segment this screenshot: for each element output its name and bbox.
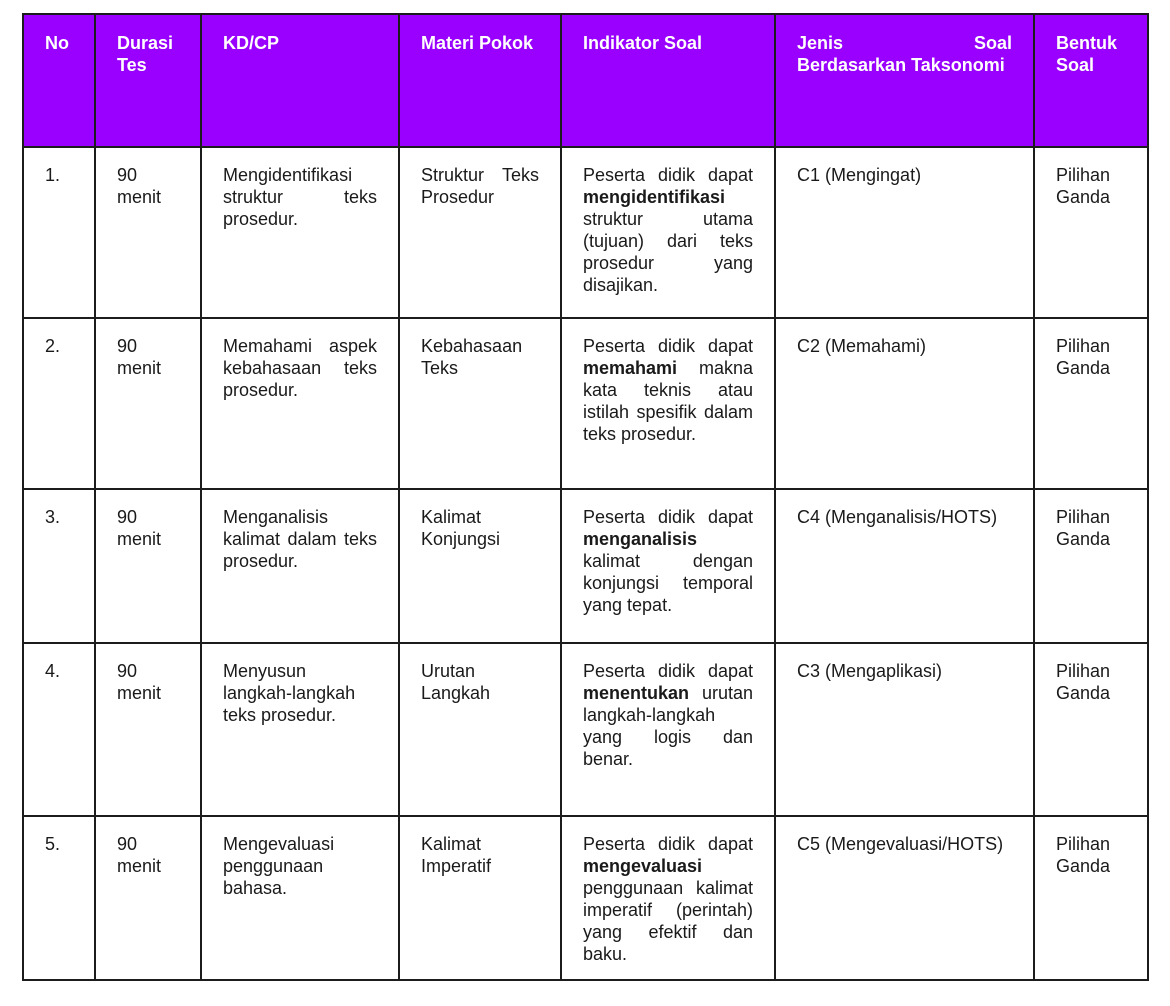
- header-materi: Materi Pokok: [399, 14, 561, 147]
- cell-kd: Memahami aspek kebahasaan teks prosedur.: [201, 318, 399, 489]
- cell-durasi: 90 menit: [95, 147, 201, 318]
- header-kd: KD/CP: [201, 14, 399, 147]
- table-body: [23, 147, 1148, 980]
- header-no: No: [23, 14, 95, 147]
- indikator-verb: mengidentifikasi: [583, 187, 726, 207]
- cell-materi: Kebahasaan Teks: [399, 318, 561, 489]
- cell-durasi: 90 menit: [95, 816, 201, 980]
- cell-no: 2.: [23, 318, 95, 489]
- header-indikator: Indikator Soal: [561, 14, 775, 147]
- cell-indikator: [561, 816, 775, 980]
- cell-durasi: 90 menit: [95, 489, 201, 643]
- kisi-kisi-table: [22, 13, 1149, 981]
- header-jenis-line1: [797, 32, 1012, 54]
- header-durasi: Durasi Tes: [95, 14, 201, 147]
- cell-jenis: C4 (Menganalisis/HOTS): [775, 489, 1034, 643]
- table-row: [23, 643, 1148, 816]
- indikator-pre: Peserta didik dapat: [583, 507, 753, 527]
- header-bentuk: Bentuk Soal: [1034, 14, 1148, 147]
- cell-kd: Menganalisis kalimat dalam teks prosedur.: [201, 489, 399, 643]
- cell-indikator: [561, 489, 775, 643]
- cell-kd: Mengidentifikasi struktur teks prosedur.: [201, 147, 399, 318]
- cell-no: 4.: [23, 643, 95, 816]
- cell-jenis: C5 (Mengevaluasi/HOTS): [775, 816, 1034, 980]
- cell-bentuk: Pilihan Ganda: [1034, 489, 1148, 643]
- cell-bentuk: Pilihan Ganda: [1034, 318, 1148, 489]
- cell-jenis: C2 (Memahami): [775, 318, 1034, 489]
- cell-kd: Mengevaluasi penggunaan bahasa.: [201, 816, 399, 980]
- cell-no: 3.: [23, 489, 95, 643]
- header-jenis-word2: Soal: [973, 33, 1012, 53]
- cell-jenis: C1 (Mengingat): [775, 147, 1034, 318]
- header-jenis-rest: Berdasarkan Taksonomi: [797, 55, 1005, 75]
- table-row: [23, 147, 1148, 318]
- indikator-pre: Peserta didik dapat: [583, 834, 753, 854]
- cell-materi: Kalimat Konjungsi: [399, 489, 561, 643]
- indikator-pre: Peserta didik dapat: [583, 336, 753, 356]
- cell-no: 1.: [23, 147, 95, 318]
- indikator-verb: menganalisis: [583, 529, 698, 549]
- table-row: [23, 318, 1148, 489]
- cell-indikator: [561, 147, 775, 318]
- cell-jenis: C3 (Mengaplikasi): [775, 643, 1034, 816]
- indikator-verb: mengevaluasi: [583, 856, 703, 876]
- indikator-pre: Peserta didik dapat: [583, 165, 753, 185]
- cell-bentuk: Pilihan Ganda: [1034, 816, 1148, 980]
- header-row: [23, 14, 1148, 147]
- indikator-pre: Peserta didik dapat: [583, 661, 753, 681]
- table-row: [23, 816, 1148, 980]
- indikator-verb: menentukan: [583, 683, 690, 703]
- cell-indikator: [561, 318, 775, 489]
- cell-durasi: 90 menit: [95, 643, 201, 816]
- cell-kd: Menyusun langkah-langkah teks prosedur.: [201, 643, 399, 816]
- indikator-post: urutan langkah-langkah yang logis dan benar.: [583, 683, 753, 769]
- indikator-verb: memahami: [583, 358, 678, 378]
- table-row: [23, 489, 1148, 643]
- cell-bentuk: Pilihan Ganda: [1034, 643, 1148, 816]
- header-jenis: [775, 14, 1034, 147]
- indikator-post: makna kata teknis atau istilah spesifik dalam teks prosedur.: [583, 358, 753, 444]
- indikator-post: kalimat dengan konjungsi temporal yang tepat.: [583, 551, 753, 615]
- header-jenis-word1: Jenis: [797, 33, 844, 53]
- cell-materi: Struktur Teks Prosedur: [399, 147, 561, 318]
- cell-bentuk: Pilihan Ganda: [1034, 147, 1148, 318]
- cell-indikator: [561, 643, 775, 816]
- cell-materi: Kalimat Imperatif: [399, 816, 561, 980]
- cell-materi: Urutan Langkah: [399, 643, 561, 816]
- cell-no: 5.: [23, 816, 95, 980]
- indikator-post: struktur utama (tujuan) dari teks prosedur yang disajikan.: [583, 209, 753, 295]
- table-header: [23, 14, 1148, 147]
- cell-durasi: 90 menit: [95, 318, 201, 489]
- indikator-post: penggunaan kalimat imperatif (perintah) yang efektif dan baku.: [583, 878, 753, 964]
